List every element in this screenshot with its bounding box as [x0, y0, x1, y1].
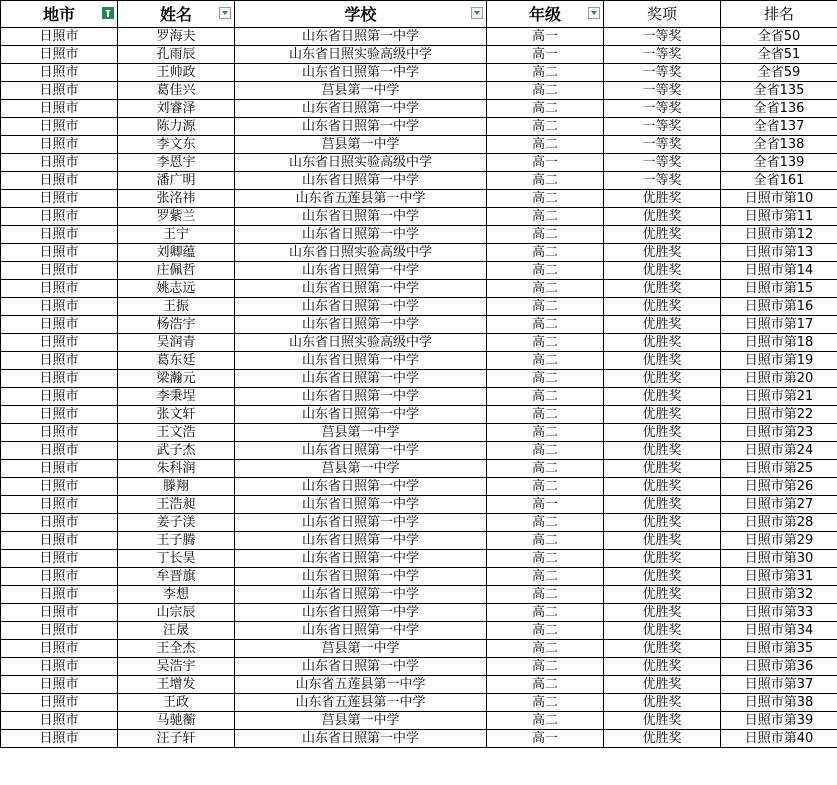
cell-award[interactable]: 优胜奖 [604, 190, 721, 208]
table-row [1, 514, 837, 532]
filter-dropdown-icon[interactable] [471, 7, 483, 19]
table-row [1, 172, 837, 190]
cell-grade[interactable]: 高二 [487, 352, 604, 370]
cell-grade[interactable]: 高二 [487, 370, 604, 388]
table-row [1, 676, 837, 694]
cell-name[interactable]: 王宁 [118, 226, 235, 244]
table-row [1, 136, 837, 154]
cell-grade[interactable]: 高二 [487, 190, 604, 208]
cell-city[interactable]: 日照市 [1, 532, 118, 550]
cell-city[interactable]: 日照市 [1, 28, 118, 46]
header-row [1, 1, 837, 28]
cell-city[interactable]: 日照市 [1, 370, 118, 388]
cell-rank[interactable]: 日照市第13 [721, 244, 837, 262]
cell-grade[interactable]: 高二 [487, 550, 604, 568]
cell-city[interactable]: 日照市 [1, 478, 118, 496]
cell-school[interactable]: 山东省日照第一中学 [235, 172, 487, 190]
table-row [1, 586, 837, 604]
cell-name[interactable]: 葛东廷 [118, 352, 235, 370]
cell-city[interactable]: 日照市 [1, 568, 118, 586]
cell-school[interactable]: 山东省日照第一中学 [235, 100, 487, 118]
cell-city[interactable]: 日照市 [1, 460, 118, 478]
cell-award[interactable]: 优胜奖 [604, 712, 721, 730]
cell-award[interactable]: 优胜奖 [604, 460, 721, 478]
cell-award[interactable]: 优胜奖 [604, 550, 721, 568]
cell-city[interactable]: 日照市 [1, 406, 118, 424]
cell-grade[interactable]: 高二 [487, 298, 604, 316]
cell-award[interactable]: 优胜奖 [604, 406, 721, 424]
cell-award[interactable]: 一等奖 [604, 136, 721, 154]
cell-grade[interactable]: 高二 [487, 424, 604, 442]
cell-city[interactable]: 日照市 [1, 442, 118, 460]
cell-school[interactable]: 山东省五莲县第一中学 [235, 694, 487, 712]
cell-grade[interactable]: 高二 [487, 316, 604, 334]
table-row [1, 730, 837, 748]
cell-award[interactable]: 优胜奖 [604, 298, 721, 316]
header-label: 姓名 [159, 4, 192, 24]
cell-school[interactable]: 山东省日照第一中学 [235, 568, 487, 586]
cell-grade[interactable]: 高二 [487, 64, 604, 82]
cell-city[interactable]: 日照市 [1, 388, 118, 406]
cell-school[interactable]: 山东省日照第一中学 [235, 28, 487, 46]
cell-award[interactable]: 一等奖 [604, 172, 721, 190]
cell-award[interactable]: 一等奖 [604, 46, 721, 64]
cell-name[interactable]: 吴浩宇 [118, 658, 235, 676]
cell-school[interactable]: 山东省日照第一中学 [235, 478, 487, 496]
cell-school[interactable]: 山东省日照第一中学 [235, 262, 487, 280]
cell-city[interactable]: 日照市 [1, 46, 118, 64]
cell-rank[interactable]: 日照市第36 [721, 658, 837, 676]
cell-rank[interactable]: 日照市第32 [721, 586, 837, 604]
cell-grade[interactable]: 高二 [487, 100, 604, 118]
cell-school[interactable]: 山东省五莲县第一中学 [235, 190, 487, 208]
cell-city[interactable]: 日照市 [1, 298, 118, 316]
cell-grade[interactable]: 高二 [487, 460, 604, 478]
cell-award[interactable]: 优胜奖 [604, 640, 721, 658]
cell-school[interactable]: 莒县第一中学 [235, 424, 487, 442]
cell-city[interactable]: 日照市 [1, 424, 118, 442]
cell-award[interactable]: 优胜奖 [604, 244, 721, 262]
cell-school[interactable]: 山东省日照第一中学 [235, 64, 487, 82]
table-row [1, 604, 837, 622]
cell-rank[interactable]: 日照市第35 [721, 640, 837, 658]
cell-city[interactable]: 日照市 [1, 640, 118, 658]
cell-school[interactable]: 莒县第一中学 [235, 460, 487, 478]
cell-city[interactable]: 日照市 [1, 496, 118, 514]
cell-grade[interactable]: 高二 [487, 694, 604, 712]
cell-school[interactable]: 山东省日照第一中学 [235, 352, 487, 370]
table-row [1, 370, 837, 388]
table-row [1, 244, 837, 262]
cell-rank[interactable]: 日照市第15 [721, 280, 837, 298]
cell-name[interactable]: 张文轩 [118, 406, 235, 424]
cell-grade[interactable]: 高二 [487, 226, 604, 244]
cell-grade[interactable]: 高二 [487, 388, 604, 406]
cell-rank[interactable]: 全省50 [721, 28, 837, 46]
header-rank[interactable] [721, 1, 837, 28]
table-row [1, 496, 837, 514]
cell-rank[interactable]: 日照市第19 [721, 352, 837, 370]
cell-name[interactable]: 葛佳兴 [118, 82, 235, 100]
cell-grade[interactable]: 高一 [487, 28, 604, 46]
cell-award[interactable]: 优胜奖 [604, 532, 721, 550]
cell-rank[interactable]: 日照市第34 [721, 622, 837, 640]
cell-award[interactable]: 优胜奖 [604, 676, 721, 694]
cell-school[interactable]: 山东省日照第一中学 [235, 442, 487, 460]
cell-rank[interactable]: 日照市第40 [721, 730, 837, 748]
table-row [1, 118, 837, 136]
cell-grade[interactable]: 高二 [487, 334, 604, 352]
table-row [1, 442, 837, 460]
cell-school[interactable]: 山东省日照第一中学 [235, 298, 487, 316]
cell-grade[interactable]: 高二 [487, 622, 604, 640]
cell-award[interactable]: 优胜奖 [604, 370, 721, 388]
cell-grade[interactable]: 高二 [487, 532, 604, 550]
cell-rank[interactable]: 日照市第10 [721, 190, 837, 208]
cell-city[interactable]: 日照市 [1, 316, 118, 334]
cell-name[interactable]: 丁长昊 [118, 550, 235, 568]
cell-rank[interactable]: 日照市第37 [721, 676, 837, 694]
cell-award[interactable]: 一等奖 [604, 154, 721, 172]
cell-name[interactable]: 刘卿蕴 [118, 244, 235, 262]
table-row [1, 64, 837, 82]
cell-city[interactable]: 日照市 [1, 244, 118, 262]
cell-award[interactable]: 优胜奖 [604, 478, 721, 496]
cell-city[interactable]: 日照市 [1, 262, 118, 280]
cell-grade[interactable]: 高二 [487, 280, 604, 298]
cell-name[interactable]: 马驰蘅 [118, 712, 235, 730]
cell-rank[interactable]: 日照市第39 [721, 712, 837, 730]
cell-award[interactable]: 优胜奖 [604, 316, 721, 334]
table-row [1, 550, 837, 568]
table-row [1, 424, 837, 442]
cell-city[interactable]: 日照市 [1, 622, 118, 640]
cell-rank[interactable]: 日照市第22 [721, 406, 837, 424]
table-row [1, 478, 837, 496]
cell-award[interactable]: 优胜奖 [604, 334, 721, 352]
cell-school[interactable]: 山东省日照实验高级中学 [235, 244, 487, 262]
cell-city[interactable]: 日照市 [1, 136, 118, 154]
cell-name[interactable]: 王增发 [118, 676, 235, 694]
table-row [1, 352, 837, 370]
cell-city[interactable]: 日照市 [1, 676, 118, 694]
cell-school[interactable]: 山东省日照第一中学 [235, 208, 487, 226]
cell-rank[interactable]: 日照市第33 [721, 604, 837, 622]
table-row [1, 334, 837, 352]
cell-rank[interactable]: 日照市第38 [721, 694, 837, 712]
cell-grade[interactable]: 高一 [487, 46, 604, 64]
cell-grade[interactable]: 高二 [487, 406, 604, 424]
cell-award[interactable]: 一等奖 [604, 64, 721, 82]
cell-city[interactable]: 日照市 [1, 208, 118, 226]
cell-rank[interactable]: 日照市第18 [721, 334, 837, 352]
cell-city[interactable]: 日照市 [1, 712, 118, 730]
header-label: 奖项 [646, 4, 677, 23]
table-row [1, 226, 837, 244]
cell-award[interactable]: 一等奖 [604, 28, 721, 46]
cell-name[interactable]: 姜子渼 [118, 514, 235, 532]
cell-city[interactable]: 日照市 [1, 352, 118, 370]
cell-award[interactable]: 优胜奖 [604, 622, 721, 640]
cell-rank[interactable]: 全省136 [721, 100, 837, 118]
table-row [1, 460, 837, 478]
cell-name[interactable]: 王政 [118, 694, 235, 712]
cell-name[interactable]: 王帅政 [118, 64, 235, 82]
cell-award[interactable]: 优胜奖 [604, 496, 721, 514]
cell-award[interactable]: 一等奖 [604, 82, 721, 100]
cell-school[interactable]: 莒县第一中学 [235, 640, 487, 658]
table-row [1, 28, 837, 46]
cell-grade[interactable]: 高二 [487, 478, 604, 496]
cell-name[interactable]: 李想 [118, 586, 235, 604]
cell-award[interactable]: 优胜奖 [604, 262, 721, 280]
cell-name[interactable]: 罗紫兰 [118, 208, 235, 226]
cell-city[interactable]: 日照市 [1, 604, 118, 622]
cell-award[interactable]: 优胜奖 [604, 208, 721, 226]
cell-award[interactable]: 一等奖 [604, 100, 721, 118]
cell-rank[interactable]: 全省59 [721, 64, 837, 82]
cell-name[interactable]: 庄佩哲 [118, 262, 235, 280]
cell-grade[interactable]: 高二 [487, 442, 604, 460]
cell-school[interactable]: 山东省日照第一中学 [235, 586, 487, 604]
table-row [1, 316, 837, 334]
cell-name[interactable]: 刘睿泽 [118, 100, 235, 118]
header-label: 学校 [344, 4, 377, 24]
cell-school[interactable]: 山东省日照第一中学 [235, 658, 487, 676]
cell-name[interactable]: 滕翔 [118, 478, 235, 496]
cell-award[interactable]: 优胜奖 [604, 658, 721, 676]
header-school[interactable] [235, 1, 487, 28]
cell-rank[interactable]: 日照市第17 [721, 316, 837, 334]
table-row [1, 298, 837, 316]
cell-grade[interactable]: 高二 [487, 262, 604, 280]
cell-grade[interactable]: 高二 [487, 208, 604, 226]
table-row [1, 262, 837, 280]
cell-grade[interactable]: 高一 [487, 154, 604, 172]
table-row [1, 208, 837, 226]
cell-award[interactable]: 一等奖 [604, 118, 721, 136]
header-award[interactable] [604, 1, 721, 28]
cell-award[interactable]: 优胜奖 [604, 352, 721, 370]
cell-award[interactable]: 优胜奖 [604, 388, 721, 406]
cell-grade[interactable]: 高一 [487, 496, 604, 514]
cell-city[interactable]: 日照市 [1, 586, 118, 604]
cell-name[interactable]: 李文东 [118, 136, 235, 154]
cell-school[interactable]: 山东省日照第一中学 [235, 622, 487, 640]
cell-name[interactable]: 王浩昶 [118, 496, 235, 514]
cell-city[interactable]: 日照市 [1, 550, 118, 568]
table-row [1, 388, 837, 406]
cell-name[interactable]: 王子腾 [118, 532, 235, 550]
cell-school[interactable]: 山东省日照实验高级中学 [235, 334, 487, 352]
cell-school[interactable]: 山东省日照第一中学 [235, 496, 487, 514]
table-row [1, 280, 837, 298]
cell-city[interactable]: 日照市 [1, 82, 118, 100]
cell-school[interactable]: 山东省日照第一中学 [235, 316, 487, 334]
table-body [1, 28, 837, 748]
cell-name[interactable]: 孔雨辰 [118, 46, 235, 64]
table-row [1, 82, 837, 100]
cell-school[interactable]: 山东省五莲县第一中学 [235, 676, 487, 694]
cell-grade[interactable]: 高一 [487, 730, 604, 748]
cell-rank[interactable]: 日照市第26 [721, 478, 837, 496]
cell-grade[interactable]: 高二 [487, 118, 604, 136]
cell-grade[interactable]: 高二 [487, 640, 604, 658]
cell-city[interactable]: 日照市 [1, 118, 118, 136]
cell-school[interactable]: 山东省日照第一中学 [235, 730, 487, 748]
cell-name[interactable]: 汪晟 [118, 622, 235, 640]
cell-city[interactable]: 日照市 [1, 100, 118, 118]
cell-grade[interactable]: 高二 [487, 244, 604, 262]
cell-rank[interactable]: 日照市第16 [721, 298, 837, 316]
cell-name[interactable]: 吴润青 [118, 334, 235, 352]
cell-school[interactable]: 山东省日照第一中学 [235, 604, 487, 622]
cell-name[interactable]: 罗海夫 [118, 28, 235, 46]
filter-dropdown-icon[interactable] [588, 7, 600, 19]
filter-active-icon[interactable] [102, 7, 114, 19]
cell-city[interactable]: 日照市 [1, 154, 118, 172]
cell-school[interactable]: 莒县第一中学 [235, 712, 487, 730]
cell-rank[interactable]: 日照市第11 [721, 208, 837, 226]
cell-rank[interactable]: 日照市第23 [721, 424, 837, 442]
cell-award[interactable]: 优胜奖 [604, 586, 721, 604]
header-name[interactable] [118, 1, 235, 28]
cell-school[interactable]: 山东省日照第一中学 [235, 406, 487, 424]
cell-school[interactable]: 山东省日照第一中学 [235, 550, 487, 568]
cell-rank[interactable]: 日照市第29 [721, 532, 837, 550]
cell-city[interactable]: 日照市 [1, 514, 118, 532]
table-row [1, 694, 837, 712]
cell-school[interactable]: 山东省日照第一中学 [235, 280, 487, 298]
cell-name[interactable]: 王全杰 [118, 640, 235, 658]
cell-rank[interactable]: 全省139 [721, 154, 837, 172]
cell-name[interactable]: 王振 [118, 298, 235, 316]
header-grade[interactable] [487, 1, 604, 28]
cell-name[interactable]: 武子杰 [118, 442, 235, 460]
cell-grade[interactable]: 高二 [487, 568, 604, 586]
cell-city[interactable]: 日照市 [1, 280, 118, 298]
cell-rank[interactable]: 全省161 [721, 172, 837, 190]
table-row [1, 712, 837, 730]
cell-school[interactable]: 山东省日照第一中学 [235, 532, 487, 550]
cell-rank[interactable]: 全省137 [721, 118, 837, 136]
cell-rank[interactable]: 日照市第24 [721, 442, 837, 460]
cell-award[interactable]: 优胜奖 [604, 730, 721, 748]
cell-grade[interactable]: 高二 [487, 136, 604, 154]
cell-rank[interactable]: 日照市第30 [721, 550, 837, 568]
table-row [1, 658, 837, 676]
cell-city[interactable]: 日照市 [1, 334, 118, 352]
cell-grade[interactable]: 高二 [487, 676, 604, 694]
cell-name[interactable]: 张洺祎 [118, 190, 235, 208]
cell-city[interactable]: 日照市 [1, 190, 118, 208]
cell-name[interactable]: 潘广明 [118, 172, 235, 190]
cell-school[interactable]: 山东省日照第一中学 [235, 370, 487, 388]
cell-city[interactable]: 日照市 [1, 172, 118, 190]
cell-rank[interactable]: 日照市第14 [721, 262, 837, 280]
cell-rank[interactable]: 日照市第21 [721, 388, 837, 406]
cell-name[interactable]: 陈力源 [118, 118, 235, 136]
cell-award[interactable]: 优胜奖 [604, 568, 721, 586]
cell-city[interactable]: 日照市 [1, 658, 118, 676]
cell-name[interactable]: 梁瀚元 [118, 370, 235, 388]
cell-school[interactable]: 山东省日照第一中学 [235, 226, 487, 244]
cell-rank[interactable]: 日照市第31 [721, 568, 837, 586]
cell-school[interactable]: 山东省日照第一中学 [235, 388, 487, 406]
cell-rank[interactable]: 日照市第20 [721, 370, 837, 388]
cell-award[interactable]: 优胜奖 [604, 424, 721, 442]
table-row [1, 640, 837, 658]
cell-rank[interactable]: 日照市第28 [721, 514, 837, 532]
cell-grade[interactable]: 高二 [487, 586, 604, 604]
cell-rank[interactable]: 全省138 [721, 136, 837, 154]
cell-school[interactable]: 莒县第一中学 [235, 82, 487, 100]
cell-award[interactable]: 优胜奖 [604, 604, 721, 622]
cell-name[interactable]: 牟晋旗 [118, 568, 235, 586]
cell-school[interactable]: 山东省日照实验高级中学 [235, 46, 487, 64]
header-label: 地市 [42, 4, 75, 24]
cell-award[interactable]: 优胜奖 [604, 514, 721, 532]
cell-school[interactable]: 山东省日照实验高级中学 [235, 154, 487, 172]
header-label: 排名 [763, 4, 794, 23]
cell-city[interactable]: 日照市 [1, 64, 118, 82]
table-row [1, 154, 837, 172]
filter-dropdown-icon[interactable] [219, 7, 231, 19]
cell-grade[interactable]: 高二 [487, 604, 604, 622]
cell-grade[interactable]: 高二 [487, 82, 604, 100]
cell-grade[interactable]: 高二 [487, 658, 604, 676]
cell-award[interactable]: 优胜奖 [604, 694, 721, 712]
cell-rank[interactable]: 全省135 [721, 82, 837, 100]
cell-name[interactable]: 山宗辰 [118, 604, 235, 622]
cell-name[interactable]: 姚志远 [118, 280, 235, 298]
cell-name[interactable]: 杨浩宇 [118, 316, 235, 334]
cell-grade[interactable]: 高二 [487, 172, 604, 190]
cell-city[interactable]: 日照市 [1, 730, 118, 748]
cell-rank[interactable]: 全省51 [721, 46, 837, 64]
cell-grade[interactable]: 高二 [487, 514, 604, 532]
table-row [1, 532, 837, 550]
cell-rank[interactable]: 日照市第27 [721, 496, 837, 514]
cell-award[interactable]: 优胜奖 [604, 280, 721, 298]
cell-award[interactable]: 优胜奖 [604, 226, 721, 244]
table-row [1, 622, 837, 640]
cell-name[interactable]: 李恩宇 [118, 154, 235, 172]
cell-name[interactable]: 汪子轩 [118, 730, 235, 748]
cell-school[interactable]: 山东省日照第一中学 [235, 514, 487, 532]
header-label: 年级 [528, 4, 561, 24]
table-row [1, 190, 837, 208]
cell-rank[interactable]: 日照市第12 [721, 226, 837, 244]
table-row [1, 46, 837, 64]
cell-name[interactable]: 朱科润 [118, 460, 235, 478]
cell-award[interactable]: 优胜奖 [604, 442, 721, 460]
cell-name[interactable]: 王文浩 [118, 424, 235, 442]
cell-rank[interactable]: 日照市第25 [721, 460, 837, 478]
cell-school[interactable]: 莒县第一中学 [235, 136, 487, 154]
cell-city[interactable]: 日照市 [1, 694, 118, 712]
table-row [1, 406, 837, 424]
cell-city[interactable]: 日照市 [1, 226, 118, 244]
cell-name[interactable]: 李秉埕 [118, 388, 235, 406]
header-city[interactable] [1, 1, 118, 28]
table-row [1, 568, 837, 586]
cell-grade[interactable]: 高二 [487, 712, 604, 730]
cell-school[interactable]: 山东省日照第一中学 [235, 118, 487, 136]
table-row [1, 100, 837, 118]
